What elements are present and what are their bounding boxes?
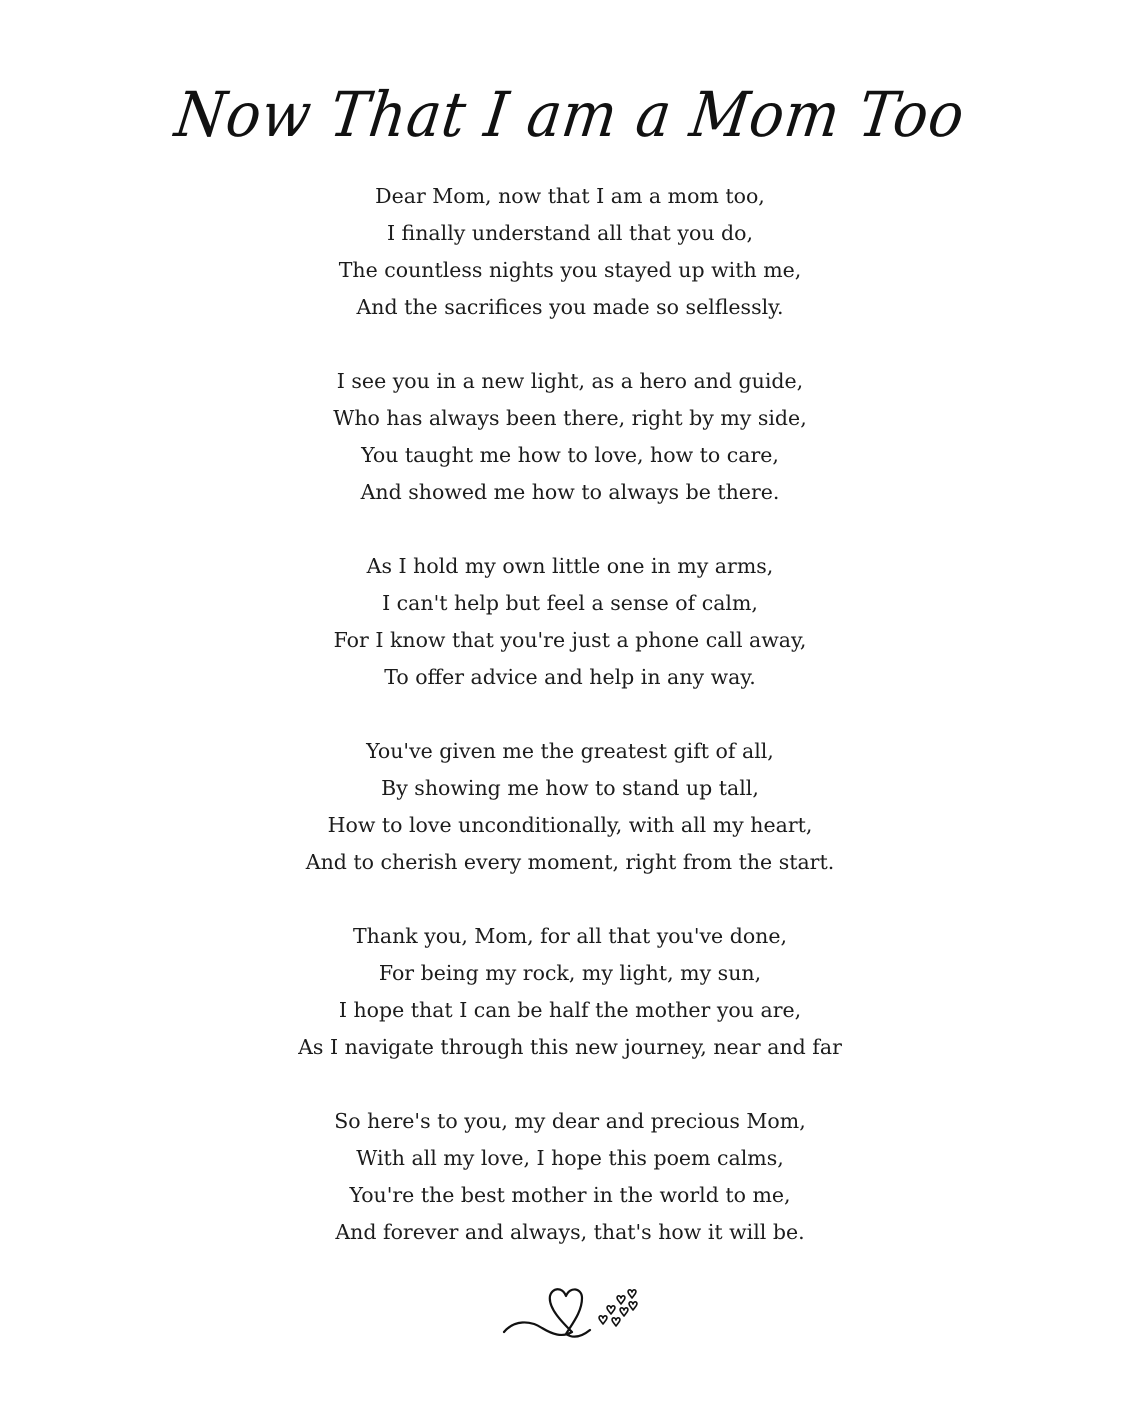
poem-line: You're the best mother in the world to me,	[349, 1183, 791, 1207]
poem-line: As I navigate through this new journey, near and far	[298, 1035, 842, 1059]
poem-line: So here's to you, my dear and precious Mom,	[334, 1109, 806, 1133]
poem-line: To offer advice and help in any way.	[384, 665, 756, 689]
poem-line: Dear Mom, now that I am a mom too,	[375, 184, 765, 208]
stanza-4	[0, 733, 1140, 881]
stanza-6	[0, 1103, 1140, 1251]
poem-line: And forever and always, that's how it will be.	[335, 1220, 805, 1244]
poem-line: For I know that you're just a phone call away,	[333, 628, 807, 652]
poem-line: As I hold my own little one in my arms,	[366, 554, 774, 578]
poem-line: How to love unconditionally, with all my heart,	[327, 813, 813, 837]
poem-line: I can't help but feel a sense of calm,	[382, 591, 758, 615]
poem-title: Now That I am a Mom Too	[171, 78, 970, 151]
poem-line: And to cherish every moment, right from the start.	[305, 850, 835, 874]
poem-line: And the sacrifices you made so selflessly.	[356, 295, 784, 319]
poem-line: And showed me how to always be there.	[360, 480, 780, 504]
poem-line: I hope that I can be half the mother you are,	[338, 998, 802, 1022]
poem-line: Who has always been there, right by my side,	[333, 406, 807, 430]
stanza-3	[0, 548, 1140, 696]
poem-line: I finally understand all that you do,	[386, 221, 754, 245]
poem-line: With all my love, I hope this poem calms,	[356, 1146, 784, 1170]
poem-line: Thank you, Mom, for all that you've done,	[352, 924, 788, 948]
stanza-2	[0, 363, 1140, 511]
heart-flourish-icon	[500, 1282, 645, 1347]
poem-line: You've given me the greatest gift of all,	[366, 739, 774, 763]
poem-line: By showing me how to stand up tall,	[381, 776, 759, 800]
poem-body	[0, 178, 1140, 1288]
poem-line: The countless nights you stayed up with me,	[338, 258, 802, 282]
poem-line: You taught me how to love, how to care,	[361, 443, 779, 467]
poem-line: For being my rock, my light, my sun,	[378, 961, 762, 985]
stanza-1	[0, 178, 1140, 326]
poem-line: I see you in a new light, as a hero and guide,	[336, 369, 804, 393]
stanza-5	[0, 918, 1140, 1066]
